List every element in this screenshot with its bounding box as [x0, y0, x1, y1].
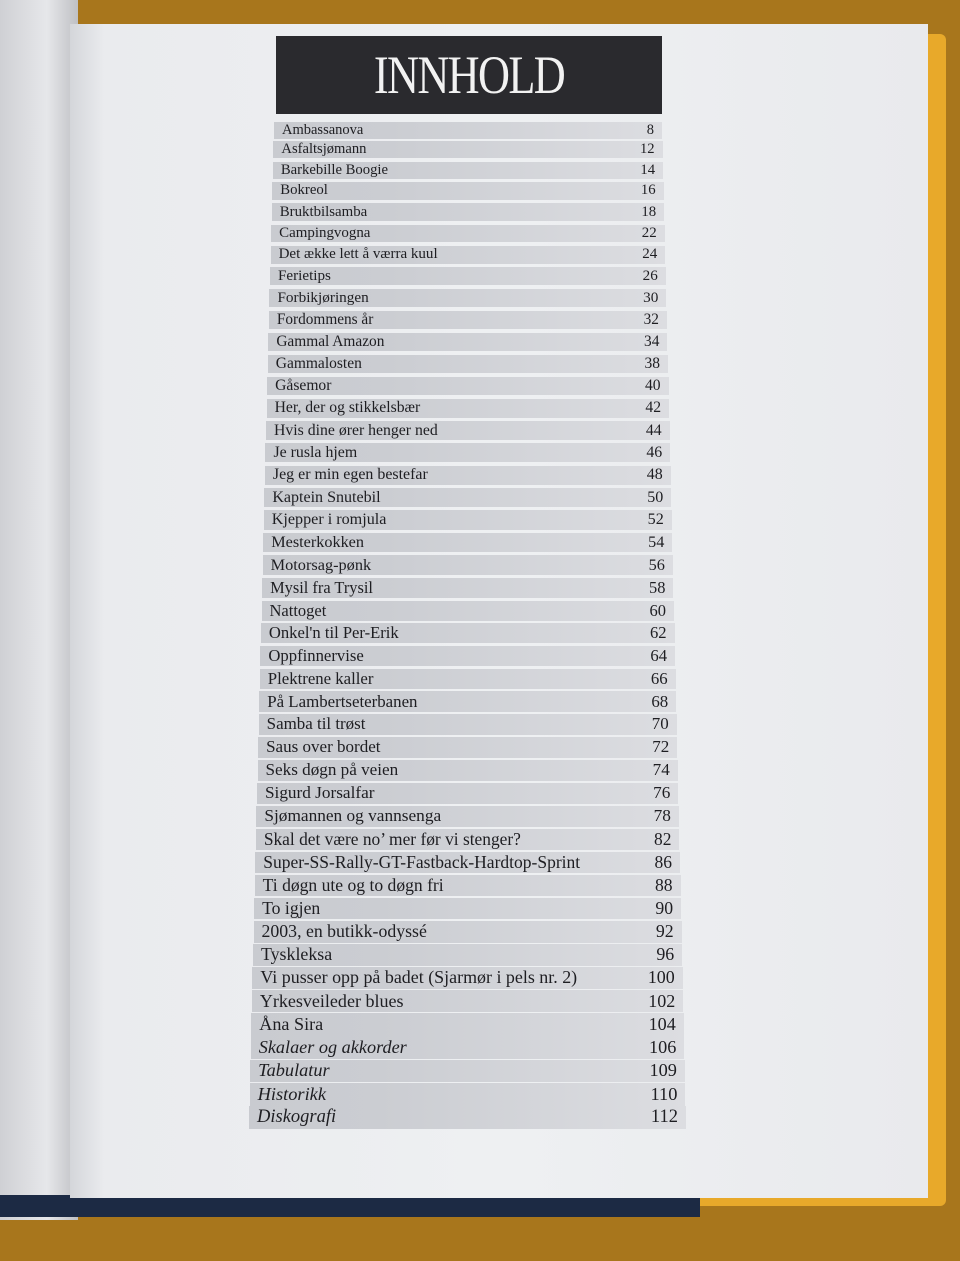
toc-title: Barkebille Boogie	[280, 161, 389, 178]
toc-title: Gåsemor	[275, 377, 332, 395]
toc-title: Super-SS-Rally-GT-Fastback-Hardtop-Sprint	[263, 851, 581, 872]
toc-row	[272, 182, 663, 199]
toc-page-number: 16	[640, 182, 656, 199]
toc-title: Diskografi	[257, 1107, 337, 1127]
toc-row	[254, 921, 682, 943]
toc-row	[264, 488, 671, 507]
toc-title: Campingvogna	[279, 224, 371, 241]
toc-title: Her, der og stikkelsbær	[274, 399, 421, 417]
toc-row	[271, 246, 666, 264]
toc-row	[269, 311, 667, 329]
toc-page-number: 104	[648, 1013, 676, 1034]
toc-title: 2003, en butikk-odyssé	[261, 921, 427, 942]
toc-page-number: 44	[645, 421, 662, 439]
toc-row	[250, 1083, 686, 1106]
toc-row	[249, 1106, 686, 1129]
toc-row	[273, 141, 662, 158]
toc-page-number: 78	[653, 806, 671, 826]
toc-row	[251, 1036, 685, 1059]
toc-row	[252, 967, 682, 989]
toc-row	[268, 355, 668, 374]
toc-page-number: 26	[642, 267, 658, 284]
toc-page-number: 90	[655, 897, 674, 918]
toc-title: Hvis dine ører henger ned	[274, 421, 438, 439]
toc-title: På Lambertseterbanen	[267, 691, 418, 711]
toc-row	[258, 760, 678, 781]
toc-row	[263, 555, 673, 575]
toc-row	[265, 443, 670, 462]
toc-title: Bokreol	[280, 182, 328, 199]
toc-page-number: 88	[654, 874, 673, 895]
toc-page-number: 22	[641, 224, 657, 241]
toc-title: Motorsag-pønk	[270, 555, 372, 575]
toc-row	[265, 466, 671, 485]
toc-page-number: 72	[652, 737, 670, 757]
toc-page-number: 82	[654, 828, 672, 849]
toc-title: Vi pusser opp på badet (Sjarmør i pels nr. 2)	[260, 967, 578, 988]
toc-row	[257, 783, 678, 804]
toc-page-number: 14	[640, 161, 656, 178]
toc-row	[250, 1060, 685, 1083]
toc-row	[259, 691, 676, 712]
toc-page-number: 56	[648, 555, 665, 575]
toc-page-number: 24	[642, 246, 658, 263]
toc-row	[258, 737, 677, 758]
toc-page-number: 76	[653, 783, 671, 803]
toc-row	[267, 377, 668, 396]
toc-row	[260, 646, 675, 666]
toc-title: Jeg er min egen bestefar	[272, 466, 428, 484]
toc-title: Forbikjøringen	[277, 289, 369, 307]
toc-title: Samba til trøst	[266, 714, 366, 734]
toc-page-number: 92	[655, 921, 674, 942]
toc-title: Kjepper i romjula	[271, 511, 387, 529]
toc-page-number: 110	[650, 1083, 678, 1104]
toc-row	[256, 829, 680, 850]
toc-title: To igjen	[262, 897, 321, 918]
toc-row	[269, 289, 666, 307]
toc-page-number: 106	[649, 1037, 677, 1058]
toc-page-number: 50	[647, 488, 664, 506]
toc-title: Skalaer og akkorder	[258, 1037, 407, 1058]
toc-row	[262, 578, 673, 598]
toc-page-number: 96	[656, 944, 675, 965]
toc-row	[262, 601, 675, 621]
toc-page-number: 18	[641, 203, 657, 220]
toc-row	[266, 421, 670, 440]
toc-title: Ambassanova	[282, 122, 364, 138]
toc-row	[260, 669, 676, 689]
toc-page-number: 66	[650, 668, 668, 688]
toc-title: Oppfinnervise	[268, 645, 364, 665]
toc-title: Historikk	[257, 1083, 327, 1104]
toc-title: Skal det være no’ mer før vi stenger?	[263, 828, 521, 849]
toc-page-number: 12	[639, 141, 655, 158]
toc-row	[252, 990, 683, 1012]
toc-page-number: 100	[647, 967, 675, 988]
toc-page-number: 42	[645, 399, 662, 417]
toc-title: Fordommens år	[276, 311, 374, 328]
toc-row	[268, 333, 667, 351]
toc-page-number: 34	[644, 332, 660, 350]
toc-row	[251, 1013, 684, 1035]
toc-row	[254, 898, 681, 920]
toc-title: Åna Sira	[259, 1013, 324, 1034]
toc-title: Gammalosten	[275, 354, 362, 372]
toc-page-number: 52	[647, 511, 664, 529]
toc-row	[253, 944, 682, 966]
toc-title: Nattoget	[269, 600, 327, 620]
toc-page-number: 70	[651, 714, 669, 734]
toc-title: Plektrene kaller	[267, 668, 374, 688]
toc-page-number: 62	[649, 623, 667, 643]
toc-row	[271, 225, 665, 243]
toc-page-number: 46	[646, 443, 663, 461]
toc-title: Ti døgn ute og to døgn fri	[262, 874, 444, 895]
toc-row	[256, 806, 679, 827]
toc-page-number: 68	[651, 691, 669, 711]
toc-page-number: 54	[648, 533, 665, 552]
toc-row	[261, 623, 675, 643]
toc-page-number: 74	[652, 760, 670, 780]
spine-strip	[0, 1195, 700, 1217]
toc-page-number: 48	[646, 466, 663, 484]
toc-row	[267, 399, 669, 418]
toc-title: Asfaltsjømann	[281, 141, 367, 158]
toc-row	[273, 162, 663, 179]
toc-row	[263, 533, 672, 553]
toc-page-number: 60	[649, 600, 666, 620]
toc-title: Det ække lett å værra kuul	[278, 246, 438, 263]
toc-title: Sjømannen og vannsenga	[264, 806, 442, 826]
toc-title: Yrkesveileder blues	[259, 990, 404, 1011]
toc-page-number: 30	[643, 289, 659, 307]
toc-row	[264, 510, 672, 529]
toc-page-number: 86	[654, 851, 672, 872]
toc-row	[272, 203, 664, 221]
toc-title: Ferietips	[278, 267, 331, 284]
toc-title: Saus over bordet	[266, 737, 381, 757]
toc-title: Tabulatur	[258, 1060, 330, 1081]
title-banner	[276, 36, 662, 114]
toc-page-number: 8	[646, 122, 654, 138]
toc-page-number: 40	[644, 377, 661, 395]
toc-page-number: 109	[649, 1060, 677, 1081]
toc-row	[259, 714, 677, 735]
toc-row	[274, 122, 662, 139]
toc-page-number: 58	[649, 577, 666, 597]
page-title: INNHOLD	[373, 45, 565, 105]
toc-row	[255, 875, 681, 897]
toc-page-number: 32	[643, 311, 659, 328]
toc-page-number: 112	[650, 1107, 678, 1127]
toc-title: Kaptein Snutebil	[272, 488, 381, 506]
toc-title: Mesterkokken	[271, 533, 364, 552]
left-page	[0, 0, 78, 1220]
toc-row	[270, 267, 666, 285]
toc-row	[255, 852, 680, 874]
toc-title: Gammal Amazon	[276, 332, 385, 350]
toc-title: Mysil fra Trysil	[270, 577, 373, 597]
toc-title: Je rusla hjem	[273, 443, 358, 461]
toc-title: Bruktbilsamba	[279, 203, 368, 220]
toc-page-number: 38	[644, 354, 660, 372]
toc-title: Seks døgn på veien	[265, 760, 399, 780]
toc-title: Onkel'n til Per-Erik	[268, 623, 399, 643]
toc-page-number: 102	[648, 990, 676, 1011]
toc-title: Sigurd Jorsalfar	[264, 783, 375, 803]
toc-title: Tyskleksa	[260, 944, 333, 965]
toc-page-number: 64	[650, 645, 668, 665]
